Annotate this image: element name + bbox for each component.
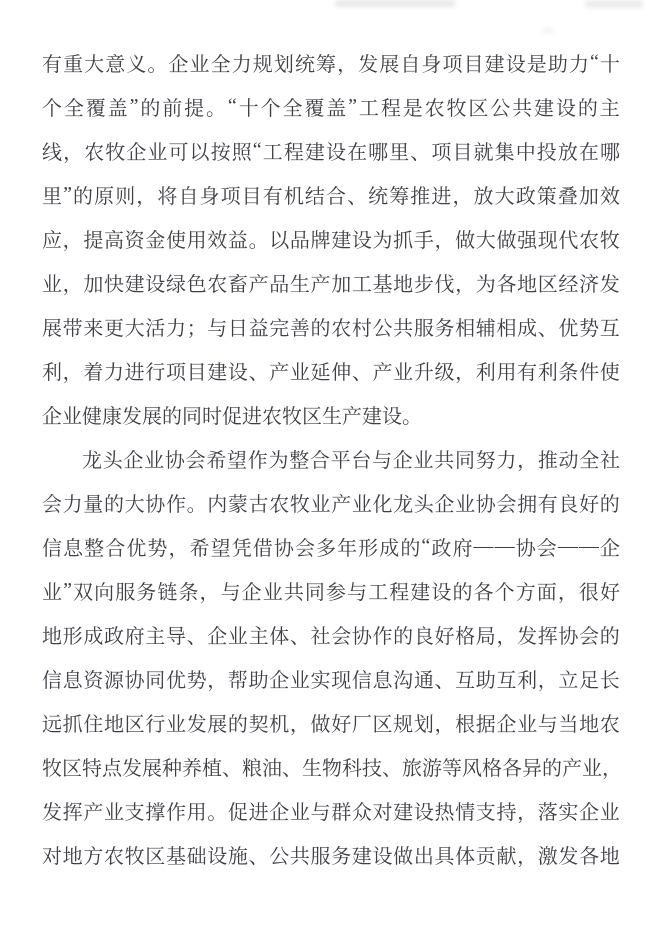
scan-artifact — [335, 0, 455, 7]
text-line: 龙 头 企 业 协 会 希 望 作 为 整 合 平 台 与 企 业 共 同 努 力 ， 推 动 全 社 — [82, 449, 620, 472]
text-line: 业 ” 双 向 服 务 链 条 ， 与 企 业 共 同 参 与 工 程 建 设 的 各 个 方 面 ， 很 好 — [42, 578, 620, 604]
text-line: 应 ， 提 高 资 金 使 用 效 益 。 以 品 牌 建 设 为 抓 手 ， 做 大 做 强 现 代 农 牧 — [42, 229, 620, 252]
scan-artifact — [585, 0, 643, 8]
text-line: 对 地 方 农 牧 区 基 础 设 施 、 公 共 服 务 建 设 做 出 具 体 贡 献 ， 激 发 各 地 — [42, 845, 620, 868]
text-line: 地 形 成 政 府 主 导 、 企 业 主 体 、 社 会 协 作 的 良 好 格 局 ， 发 挥 协 会 的 — [42, 625, 620, 648]
document-text — [42, 40, 620, 876]
text-line: 会 力 量 的 大 协 作 。 内 蒙 古 农 牧 业 产 业 化 龙 头 企 业 协 会 拥 有 良 好 的 — [42, 493, 620, 516]
text-line: 信 息 整 合 优 势 ， 希 望 凭 借 协 会 多 年 形 成 的 “ 政 府 — — 协 会 — — 企 — [42, 534, 620, 560]
text-line: 利 ， 着 力 进 行 项 目 建 设 、 产 业 延 伸 、 产 业 升 级 ， 利 用 有 利 条 件 使 — [42, 361, 620, 384]
text-line: 里 ” 的 原 则 ， 将 自 身 项 目 有 机 结 合 、 统 筹 推 进 ， 放 大 政 策 叠 加 效 — [42, 182, 620, 208]
text-line: 有 重 大 意 义 。 企 业 全 力 规 划 统 筹 ， 发 展 自 身 项 目 建 设 是 助 力 “ 十 — [42, 50, 620, 76]
text-line: 展 带 来 更 大 活 力 ； 与 日 益 完 善 的 农 村 公 共 服 务 相 辅 相 成 、 优 势 互 — [42, 317, 620, 340]
text-line: 发 挥 产 业 支 撑 作 用 。 促 进 企 业 与 群 众 对 建 设 热 情 支 持 ， 落 实 企 业 — [42, 801, 620, 824]
text-line: 远 抓 住 地 区 行 业 发 展 的 契 机 ， 做 好 厂 区 规 划 ， 根 据 企 业 与 当 地 农 — [42, 713, 620, 736]
text-line: 业 ， 加 快 建 设 绿 色 农 畜 产 品 生 产 加 工 基 地 步 伐 ， 为 各 地 区 经 济 发 — [42, 273, 620, 296]
scan-artifact — [543, 28, 553, 33]
text-line: 信 息 资 源 协 同 优 势 ， 帮 助 企 业 实 现 信 息 沟 通 、 互 助 互 利 ， 立 足 长 — [42, 669, 620, 692]
text-line: 个 全 覆 盖 ” 的 前 提 。 “ 十 个 全 覆 盖 ” 工 程 是 农 牧 区 公 共 建 设 的 主 — [42, 94, 620, 120]
text-line: 牧 区 特 点 发 展 种 养 植 、 粮 油 、 生 物 科 技 、 旅 游 等 风 格 各 异 的 产 业 ， — [42, 757, 622, 780]
text-line: 线 ， 农 牧 企 业 可 以 按 照 “ 工 程 建 设 在 哪 里 、 项 目 就 集 中 投 放 在 哪 — [42, 138, 620, 164]
text-line: 企业健康发展的同时促进农牧区生产建设。 — [42, 405, 422, 428]
